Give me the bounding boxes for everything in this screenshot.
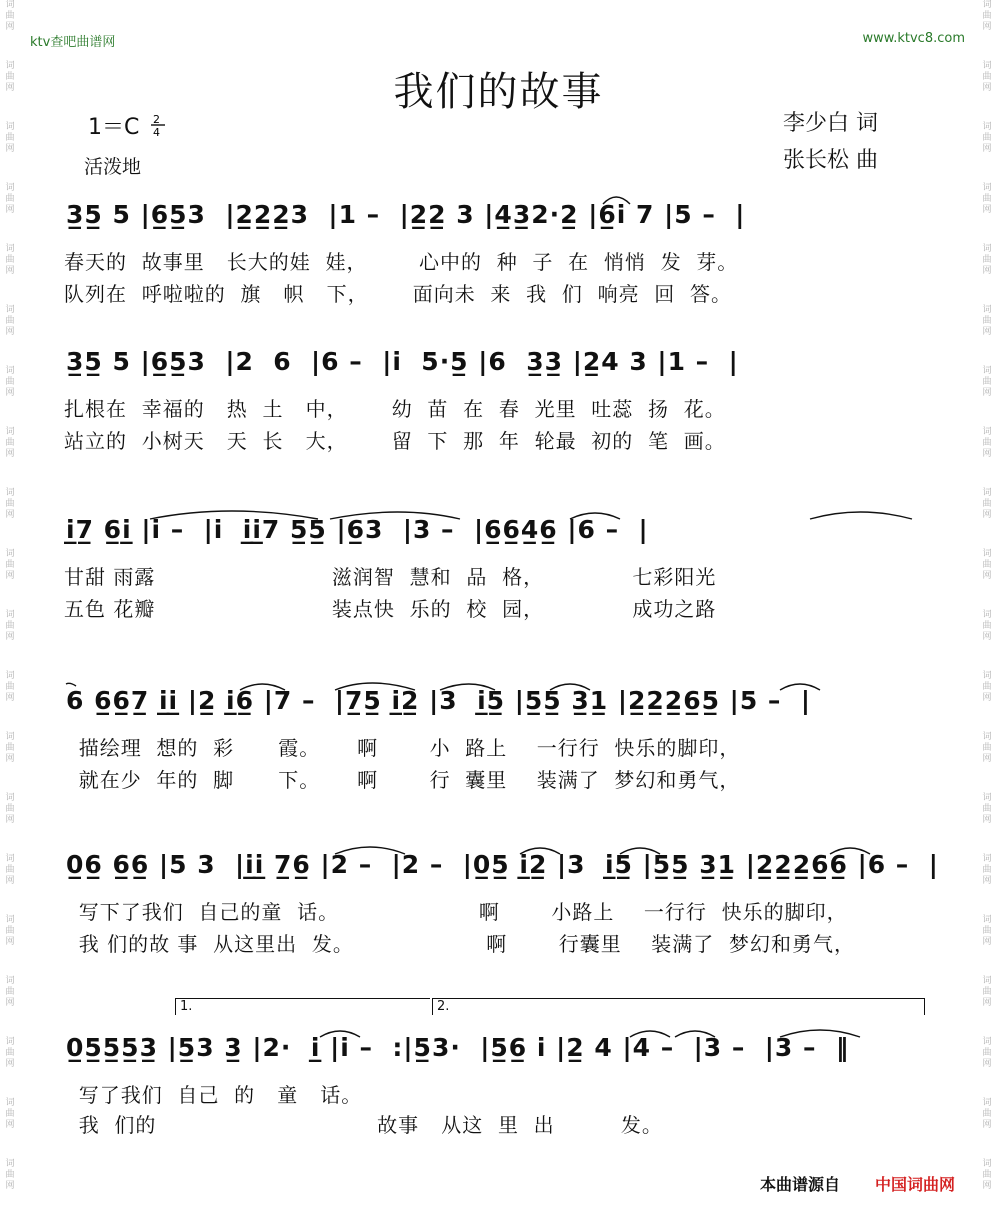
watermark-glyph-group: 词 曲 网: [982, 976, 992, 1008]
lyrics-verse-2: 五色 花瓣 装点快 乐的 校 园， 成功之路: [64, 597, 717, 621]
lyrics-verse-1: 扎根在 幸福的 热 土 中， 幼 苗 在 春 光里 吐蕊 扬 花。: [64, 397, 726, 421]
lyrics-verse-2: 我 们的 故事 从这 里 出 发。: [64, 1113, 663, 1137]
watermark-glyph-group: 词 曲 网: [5, 1159, 15, 1191]
watermark-glyph-group: 词 曲 网: [5, 122, 15, 154]
notation-line: 0̲5̲5̲5̲3̲ |5̲3 3̲ |2· i̲ |i – :|5̲3· |5̲6̲ i |2̲ 4 |4 – |3 – |3 – ‖: [66, 1033, 850, 1062]
volta-first-ending: 1.: [175, 998, 430, 1015]
watermark-glyph-group: 词 曲 网: [982, 549, 992, 581]
watermark-glyph-group: 词 曲 网: [982, 122, 992, 154]
notation-line: 3̲5̲ 5 |6̲5̲3 |2 6 |6 – |i 5·5̲ |6 3̲3̲ |2̲4 3 |1 – |: [66, 347, 739, 376]
svg-text:4: 4: [153, 126, 160, 138]
watermark-glyph-group: 词 曲 网: [982, 915, 992, 947]
watermark-glyph-group: 词 曲 网: [5, 244, 15, 276]
watermark-glyph-group: 词 曲 网: [982, 1037, 992, 1069]
watermark-glyph-group: 词 曲 网: [982, 305, 992, 337]
site-name-left[interactable]: ktv查吧曲谱网: [30, 35, 116, 50]
watermark-glyph-group: 词 曲 网: [5, 976, 15, 1008]
watermark-glyph-group: 词 曲 网: [982, 488, 992, 520]
watermark-glyph-group: 词 曲 网: [982, 0, 992, 32]
watermark-glyph-group: 词 曲 网: [5, 549, 15, 581]
watermark-glyph-group: 词 曲 网: [5, 610, 15, 642]
watermark-glyph-group: 词 曲 网: [982, 610, 992, 642]
lyrics-verse-1: 甘甜 雨露 滋润智 慧和 品 格， 七彩阳光: [64, 565, 717, 589]
volta-second-ending: 2.: [432, 998, 925, 1015]
watermark-glyph-group: 词 曲 网: [982, 244, 992, 276]
notation-line: 3̲5̲ 5 |6̲5̲3 |2̲2̲2̲3 |1 – |2̲2̲ 3 |4̲3̲2·2̲ |6̲i 7 |5 – |: [66, 200, 746, 229]
watermark-glyph-group: 词 曲 网: [5, 793, 15, 825]
site-url-right[interactable]: www.ktvc8.com: [862, 31, 965, 46]
watermark-glyph-group: 词 曲 网: [982, 671, 992, 703]
key-signature: 1＝C: [88, 115, 140, 140]
watermark-glyph-group: 词 曲 网: [5, 305, 15, 337]
watermark-glyph-group: 词 曲 网: [5, 1098, 15, 1130]
watermark-glyph-group: 词 曲 网: [5, 183, 15, 215]
tempo-marking: 活泼地: [84, 156, 142, 178]
composer-credit: 张长松 曲: [783, 148, 878, 173]
watermark-glyph-group: 词 曲 网: [5, 366, 15, 398]
watermark-glyph-group: 词 曲 网: [982, 732, 992, 764]
footer-source-link[interactable]: 中国词曲网: [875, 1175, 956, 1194]
lyrics-verse-1: 春天的 故事里 长大的娃 娃， 心中的 种 子 在 悄悄 发 芽。: [64, 250, 739, 274]
watermark-glyph-group: 词 曲 网: [982, 366, 992, 398]
lyrics-verse-1: 写了我们 自己 的 童 话。: [64, 1083, 363, 1107]
lyrics-verse-2: 我 们的故 事 从这里出 发。 啊 行囊里 装满了 梦幻和勇气，: [64, 932, 855, 956]
song-title: 我们的故事: [393, 69, 604, 115]
watermark-glyph-group: 词 曲 网: [5, 854, 15, 886]
lyrics-verse-1: 描绘理 想的 彩 霞。 啊 小 路上 一行行 快乐的脚印，: [64, 736, 741, 760]
footer-source-label: 本曲谱源自: [760, 1175, 841, 1194]
watermark-glyph-group: 词 曲 网: [5, 732, 15, 764]
watermark-glyph-group: 词 曲 网: [5, 671, 15, 703]
watermark-glyph-group: 词 曲 网: [5, 0, 15, 32]
lyrics-verse-1: 写下了我们 自己的童 话。 啊 小路上 一行行 快乐的脚印，: [64, 900, 848, 924]
watermark-glyph-group: 词 曲 网: [982, 854, 992, 886]
notation-line: 6 6̲6̲7̲ i̲i̲ |2̲ i̲6̲ |7 – |7̲5̲ i̲2̲ |3 i̲5̲ |5̲5̲ 3̲1̲ |2̲2̲2̲6̲5̲ |5 – |: [66, 686, 811, 715]
watermark-glyph-group: 词 曲 网: [982, 1098, 992, 1130]
watermark-glyph-group: 词 曲 网: [982, 793, 992, 825]
watermark-glyph-group: 词 曲 网: [5, 488, 15, 520]
watermark-glyph-group: 词 曲 网: [5, 427, 15, 459]
lyricist-credit: 李少白 词: [783, 111, 878, 136]
watermark-glyph-group: 词 曲 网: [982, 183, 992, 215]
watermark-glyph-group: 词 曲 网: [982, 427, 992, 459]
lyrics-verse-2: 就在少 年的 脚 下。 啊 行 囊里 装满了 梦幻和勇气，: [64, 768, 741, 792]
svg-text:2: 2: [153, 113, 160, 126]
watermark-glyph-group: 词 曲 网: [982, 61, 992, 93]
watermark-glyph-group: 词 曲 网: [5, 1037, 15, 1069]
watermark-glyph-group: 词 曲 网: [982, 1159, 992, 1191]
notation-line: i̲7̲ 6̲i̲ |i – |i i̲i̲7 5̲5̲ |6̲3 |3 – |6̲6̲4̲6̲ |6 – |: [66, 515, 649, 544]
lyrics-verse-2: 队列在 呼啦啦的 旗 帜 下， 面向未 来 我 们 响亮 回 答。: [64, 282, 733, 306]
lyrics-verse-2: 站立的 小树天 天 长 大， 留 下 那 年 轮最 初的 笔 画。: [64, 429, 726, 453]
watermark-glyph-group: 词 曲 网: [5, 61, 15, 93]
watermark-glyph-group: 词 曲 网: [5, 915, 15, 947]
time-signature-icon: [150, 112, 172, 138]
notation-line: 0̲6̲ 6̲6̲ |5 3 |i̲i̲ 7̲6̲ |2 – |2 – |0̲5̲ i̲2̲ |3 i̲5̲ |5̲5̲ 3̲1̲ |2̲2̲2̲6̲6̲ |6 – |: [66, 850, 939, 879]
